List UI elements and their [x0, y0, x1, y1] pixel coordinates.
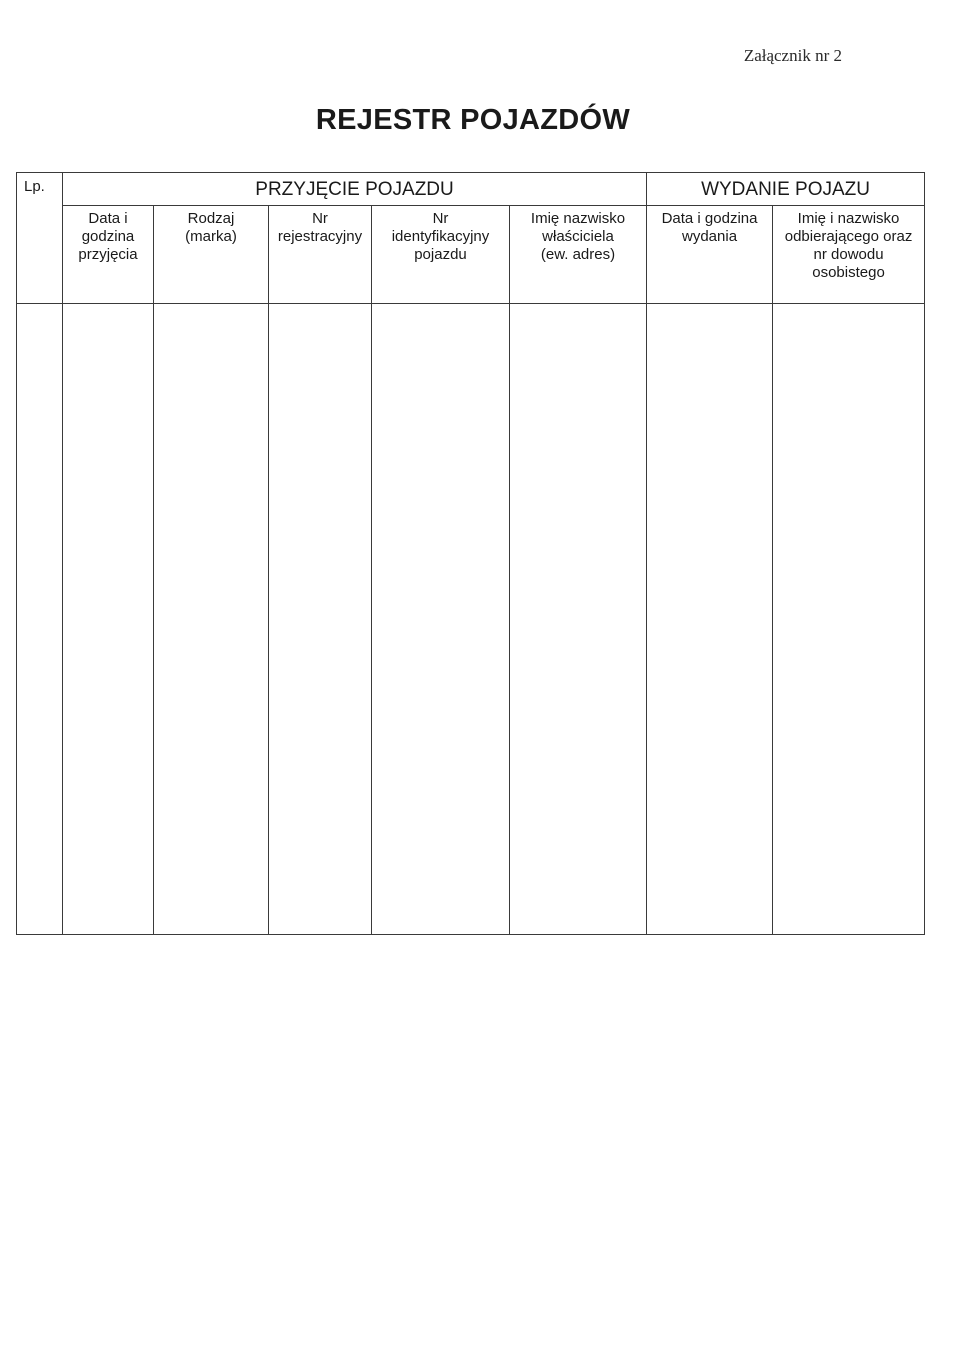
column-header-reception-datetime: [63, 206, 154, 304]
annex-label: Załącznik nr 2: [743, 46, 842, 65]
column-header-line: Imię nazwisko: [530, 210, 626, 227]
column-header-line: przyjęcia: [78, 246, 138, 263]
column-header-owner: [510, 206, 647, 304]
column-header-line: Nr: [432, 210, 449, 227]
reception-group-header: PRZYJĘCIE POJAZDU: [63, 173, 647, 206]
column-header-line: godzina: [81, 228, 135, 245]
column-header-vin: [372, 206, 510, 304]
column-header-receiver: [773, 206, 925, 304]
column-header-line: osobistego: [812, 264, 885, 281]
column-header-line: właściciela: [542, 228, 614, 245]
lp-header: Lp.: [17, 173, 63, 304]
column-header-line: Nr: [312, 210, 328, 227]
column-header-line: Imię i nazwisko: [797, 210, 900, 227]
group-header-row: [17, 173, 925, 206]
body-cell-release-datetime[interactable]: [647, 304, 773, 935]
column-header-line: pojazdu: [414, 246, 467, 263]
body-cell-reception-datetime[interactable]: [63, 304, 154, 935]
vehicle-register-table: [16, 172, 925, 935]
column-header-line: Data i: [88, 210, 128, 227]
body-cell-receiver[interactable]: [773, 304, 925, 935]
column-header-row: [17, 206, 925, 304]
table-body-row: [17, 304, 925, 935]
column-header-registration-number: [269, 206, 372, 304]
body-cell-registration-number[interactable]: [269, 304, 372, 935]
column-header-line: odbierającego oraz: [784, 228, 913, 245]
column-header-line: rejestracyjny: [277, 228, 363, 245]
release-group-header: WYDANIE POJAZU: [647, 173, 925, 206]
body-cell-owner[interactable]: [510, 304, 647, 935]
column-header-line: (ew. adres): [540, 246, 616, 263]
column-header-line: Rodzaj: [187, 210, 235, 227]
column-header-line: identyfikacyjny: [391, 228, 490, 245]
column-header-line: nr dowodu: [813, 246, 884, 263]
column-header-line: Data i godzina: [661, 210, 758, 227]
column-header-vehicle-make: [154, 206, 269, 304]
column-header-line: (marka): [185, 228, 237, 245]
body-cell-vin[interactable]: [372, 304, 510, 935]
column-header-line: wydania: [682, 228, 738, 245]
body-cell-vehicle-make[interactable]: [154, 304, 269, 935]
page-title: REJESTR POJAZDÓW: [315, 104, 631, 136]
column-header-release-datetime: [647, 206, 773, 304]
body-cell-lp[interactable]: [17, 304, 63, 935]
